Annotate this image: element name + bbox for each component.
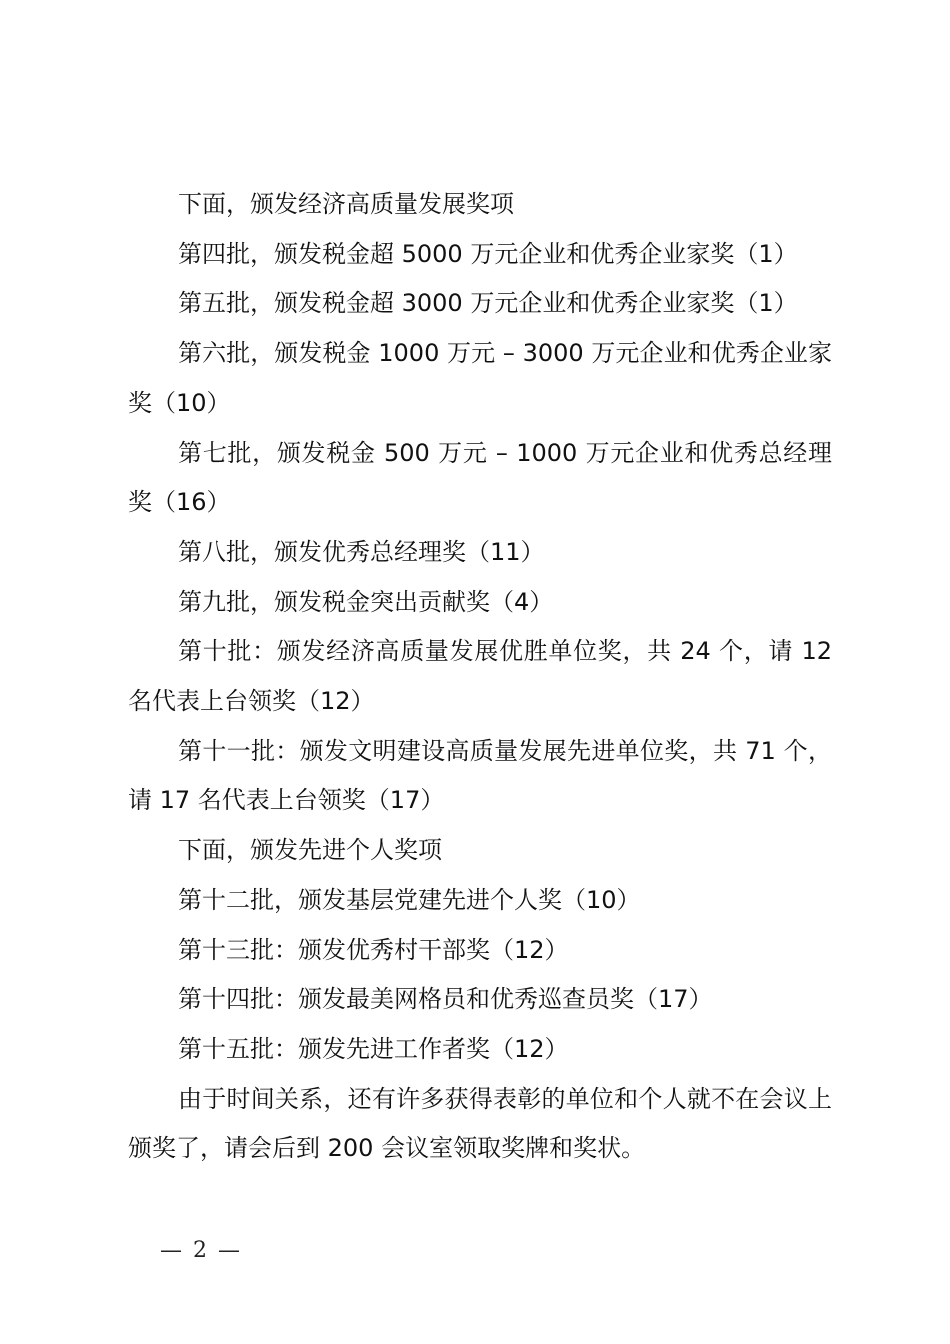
paragraph-batch-8: 第八批，颁发优秀总经理奖（11） <box>178 537 545 566</box>
paragraph-closing: 由于时间关系，还有许多获得表彰的单位和个人就不在会议上颁奖了，请会后到 200 会议室领取奖牌和奖状。 <box>128 1084 832 1163</box>
paragraph-batch-12: 第十二批，颁发基层党建先进个人奖（10） <box>178 885 641 914</box>
paragraph-intro-economic: 下面，颁发经济高质量发展奖项 <box>178 190 514 218</box>
paragraph-batch-9: 第九批，颁发税金突出贡献奖（4） <box>178 587 554 616</box>
paragraph-batch-13: 第十三批：颁发优秀村干部奖（12） <box>178 935 569 964</box>
document-body <box>128 180 832 1174</box>
paragraph-batch-15: 第十五批：颁发先进工作者奖（12） <box>178 1034 569 1063</box>
paragraph-batch-6: 第六批，颁发税金 1000 万元 – 3000 万元企业和优秀企业家奖（10） <box>128 339 832 417</box>
paragraph-batch-10: 第十批：颁发经济高质量发展优胜单位奖，共 24 个，请 12 名代表上台领奖（12） <box>128 637 832 716</box>
paragraph-intro-individual: 下面，颁发先进个人奖项 <box>178 836 442 865</box>
paragraph-batch-11: 第十一批：颁发文明建设高质量发展先进单位奖，共 71 个，请 17 名代表上台领奖（17） <box>128 736 832 815</box>
page-number: — 2 — <box>160 1238 242 1263</box>
paragraph-batch-7: 第七批，颁发税金 500 万元 – 1000 万元企业和优秀总经理奖（16） <box>128 438 832 517</box>
paragraph-batch-5: 第五批，颁发税金超 3000 万元企业和优秀企业家奖（1） <box>178 289 798 318</box>
paragraph-batch-14: 第十四批：颁发最美网格员和优秀巡查员奖（17） <box>178 985 713 1014</box>
paragraph-batch-4: 第四批，颁发税金超 5000 万元企业和优秀企业家奖（1） <box>178 239 798 268</box>
